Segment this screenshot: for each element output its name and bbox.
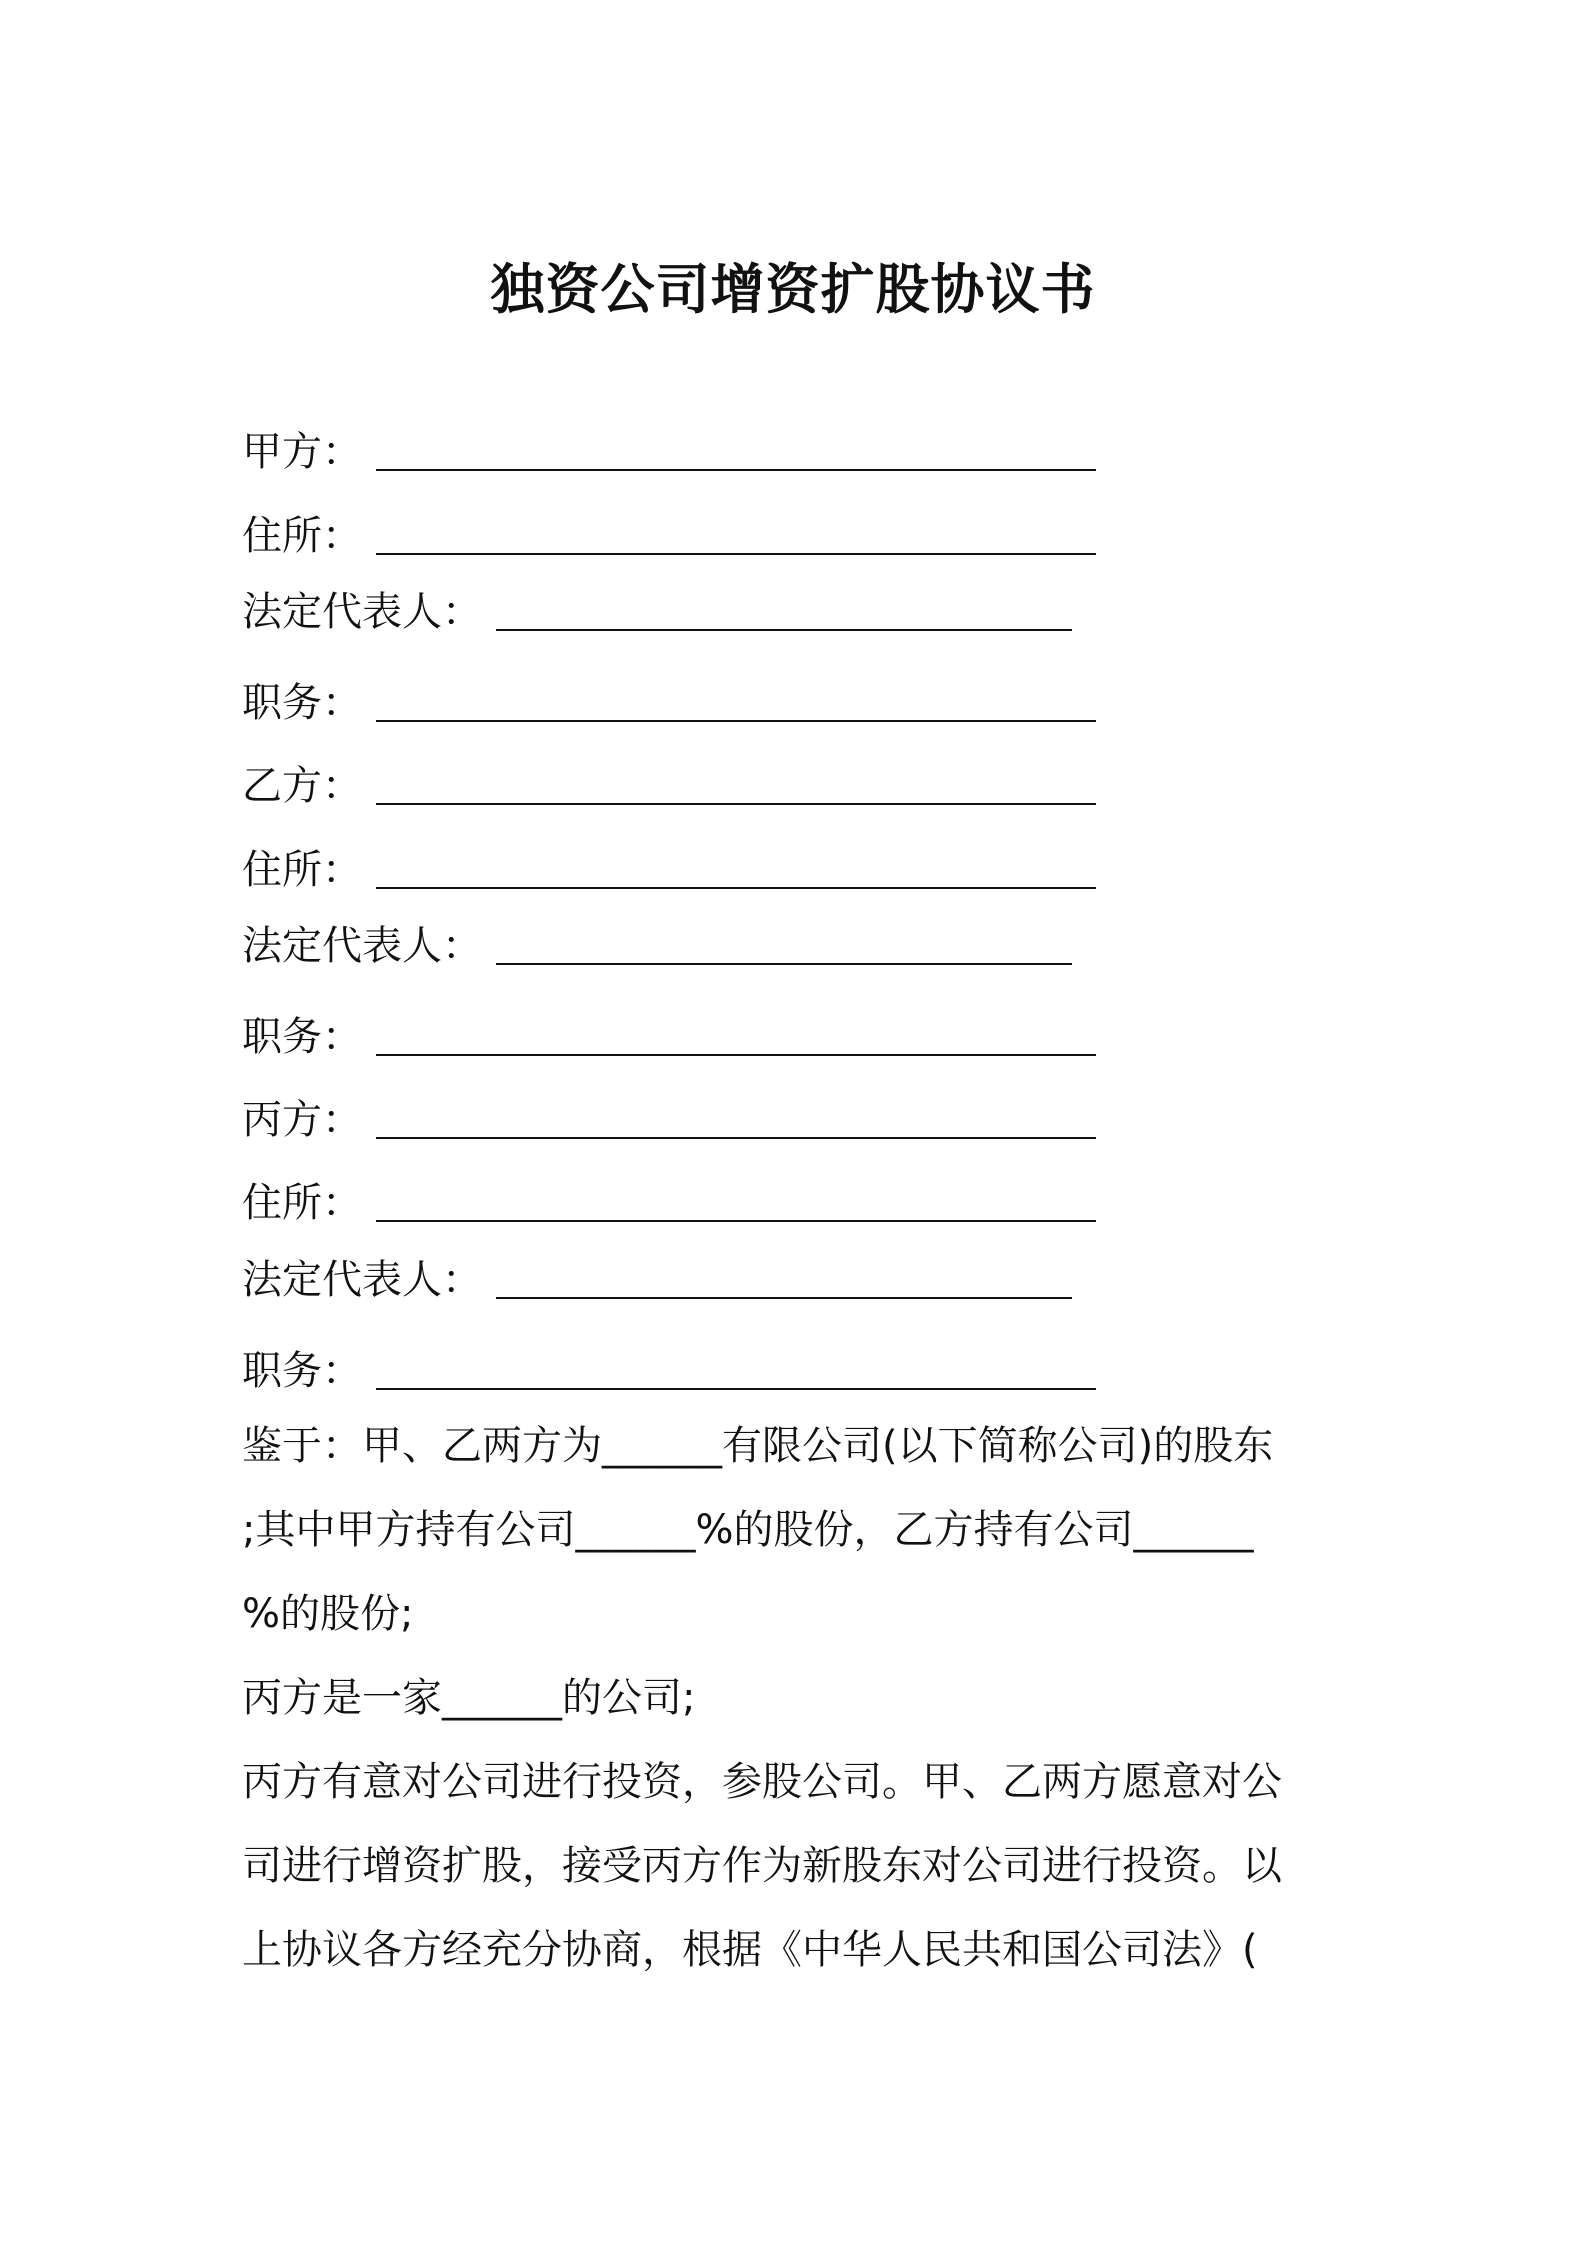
blank-line [496,595,1072,631]
field-party-c [242,1092,1096,1148]
body-line: 上协议各方经充分协商，根据《中华人民共和国公司法》( [242,1927,1258,1973]
blank-line [376,686,1096,722]
body-line: 丙方是一家______的公司; [242,1675,696,1721]
field-label: 乙方： [242,763,362,809]
field-label: 甲方： [242,429,362,475]
field-party-a-representative [242,584,1072,640]
blank-line [376,853,1096,889]
blank-line [376,769,1096,805]
body-line: 司进行增资扩股，接受丙方作为新股东对公司进行投资。以 [242,1843,1282,1889]
field-party-c-representative [242,1252,1072,1308]
field-party-c-position [242,1343,1096,1399]
blank-line [376,519,1096,555]
field-label: 法定代表人： [242,1257,482,1303]
blank-line [376,1103,1096,1139]
field-party-a-address [242,508,1096,564]
field-label: 住所： [242,1180,362,1226]
field-label: 法定代表人： [242,923,482,969]
blank-line [376,1186,1096,1222]
field-label: 住所： [242,513,362,559]
blank-line [376,1354,1096,1390]
field-party-b-representative [242,918,1072,974]
field-label: 丙方： [242,1097,362,1143]
body-line: 鉴于：甲、乙两方为______有限公司(以下简称公司)的股东 [242,1423,1274,1469]
field-label: 职务： [242,1014,362,1060]
field-label: 法定代表人： [242,589,482,635]
document-title: 独资公司增资扩股协议书 [490,258,1096,321]
field-party-b-position [242,1009,1096,1065]
blank-line [376,435,1096,471]
blank-line [496,929,1072,965]
field-label: 职务： [242,1348,362,1394]
field-party-a [242,424,1096,480]
field-party-b [242,758,1096,814]
body-line: ;其中甲方持有公司______%的股份，乙方持有公司______ [242,1507,1254,1553]
body-line: 丙方有意对公司进行投资，参股公司。甲、乙两方愿意对公 [242,1759,1282,1805]
field-label: 职务： [242,680,362,726]
field-party-b-address [242,842,1096,898]
blank-line [376,1020,1096,1056]
blank-line [496,1263,1072,1299]
field-label: 住所： [242,847,362,893]
field-party-c-address [242,1175,1096,1231]
field-party-a-position [242,675,1096,731]
body-line: %的股份; [242,1591,414,1637]
